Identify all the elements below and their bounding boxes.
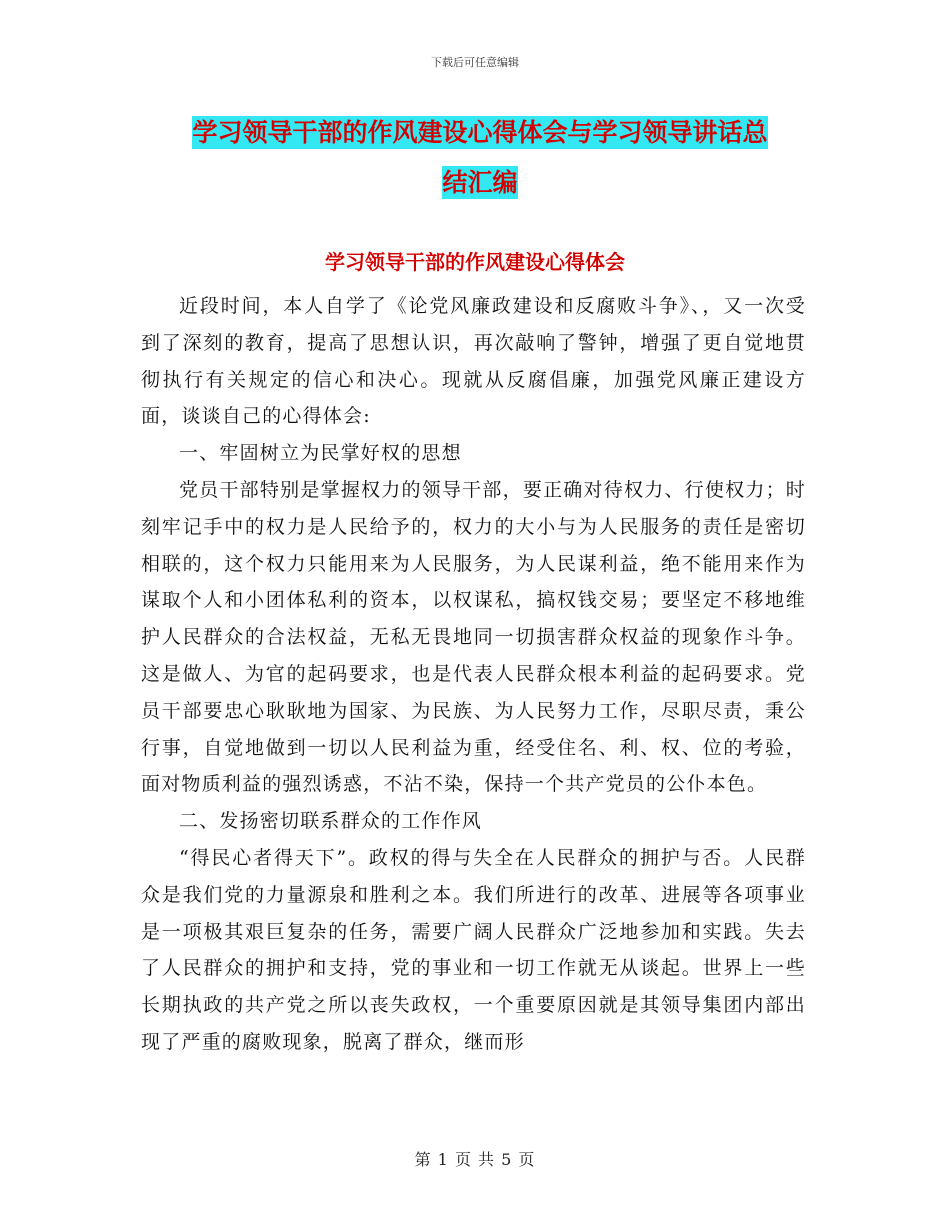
document-body: [141, 288, 806, 1061]
intro-paragraph: 近段时间，本人自学了《论党风廉政建设和反腐败斗争》、，又一次受到了深刻的教育，提高了思想认识，再次敲响了警钟，增强了更自觉地贯彻执行有关规定的信心和决心。现就从反腐倡廉，加强党风廉正建设方面，谈谈自己的心得体会:: [141, 295, 806, 428]
page-number: 第 1 页 共 5 页: [414, 1150, 536, 1169]
header-note: 下载后可任意编辑: [431, 56, 519, 69]
paragraph-one: 党员干部特别是掌握权力的领导干部，要正确对待权力、行使权力；时刻牢记手中的权力是人民给予的，权力的大小与为人民服务的责任是密切相联的，这个权力只能用来为人民服务，为人民谋利益，绝不能用来作为谋取个人和小团体私利的资本，以权谋私，搞权钱交易；要坚定不移地维护人民群众的合法权益，无私无畏地同一切损害群众权益的现象作斗争。这是做人、为官的起码要求，也是代表人民群众根本利益的起码要求。党员干部要忠心耿耿地为国家、为民族、为人民努力工作，尽职尽责，秉公行事，自觉地做到一切以人民利益为重，经受住名、利、权、位的考验，面对物质利益的强烈诱惑，不沾不染，保持一个共产党员的公仆本色。: [141, 478, 806, 796]
heading-two: 二、发扬密切联系群众的工作作风: [179, 810, 483, 833]
paragraph-two: “得民心者得天下”。政权的得与失全在人民群众的拥护与否。人民群众是我们党的力量源泉和胜利之本。我们所进行的改革、进展等各项事业是一项极其艰巨复杂的任务，需要广阔人民群众广泛地参加和实践。失去了人民群众的拥护和支持，党的事业和一切工作就无从谈起。世界上一些长期执政的共产党之所以丧失政权，一个重要原因就是其领导集团内部出现了严重的腐败现象，脱离了群众，继而形: [141, 846, 806, 1053]
document-title-line-1: 学习领导干部的作风建设心得体会与学习领导讲话总: [192, 118, 768, 147]
document-title-line-2: 结汇编: [442, 168, 518, 197]
document-title: [140, 108, 820, 208]
section-title: 学习领导干部的作风建设心得体会: [325, 250, 625, 274]
heading-one: 一、牢固树立为民掌好权的思想: [179, 442, 462, 465]
